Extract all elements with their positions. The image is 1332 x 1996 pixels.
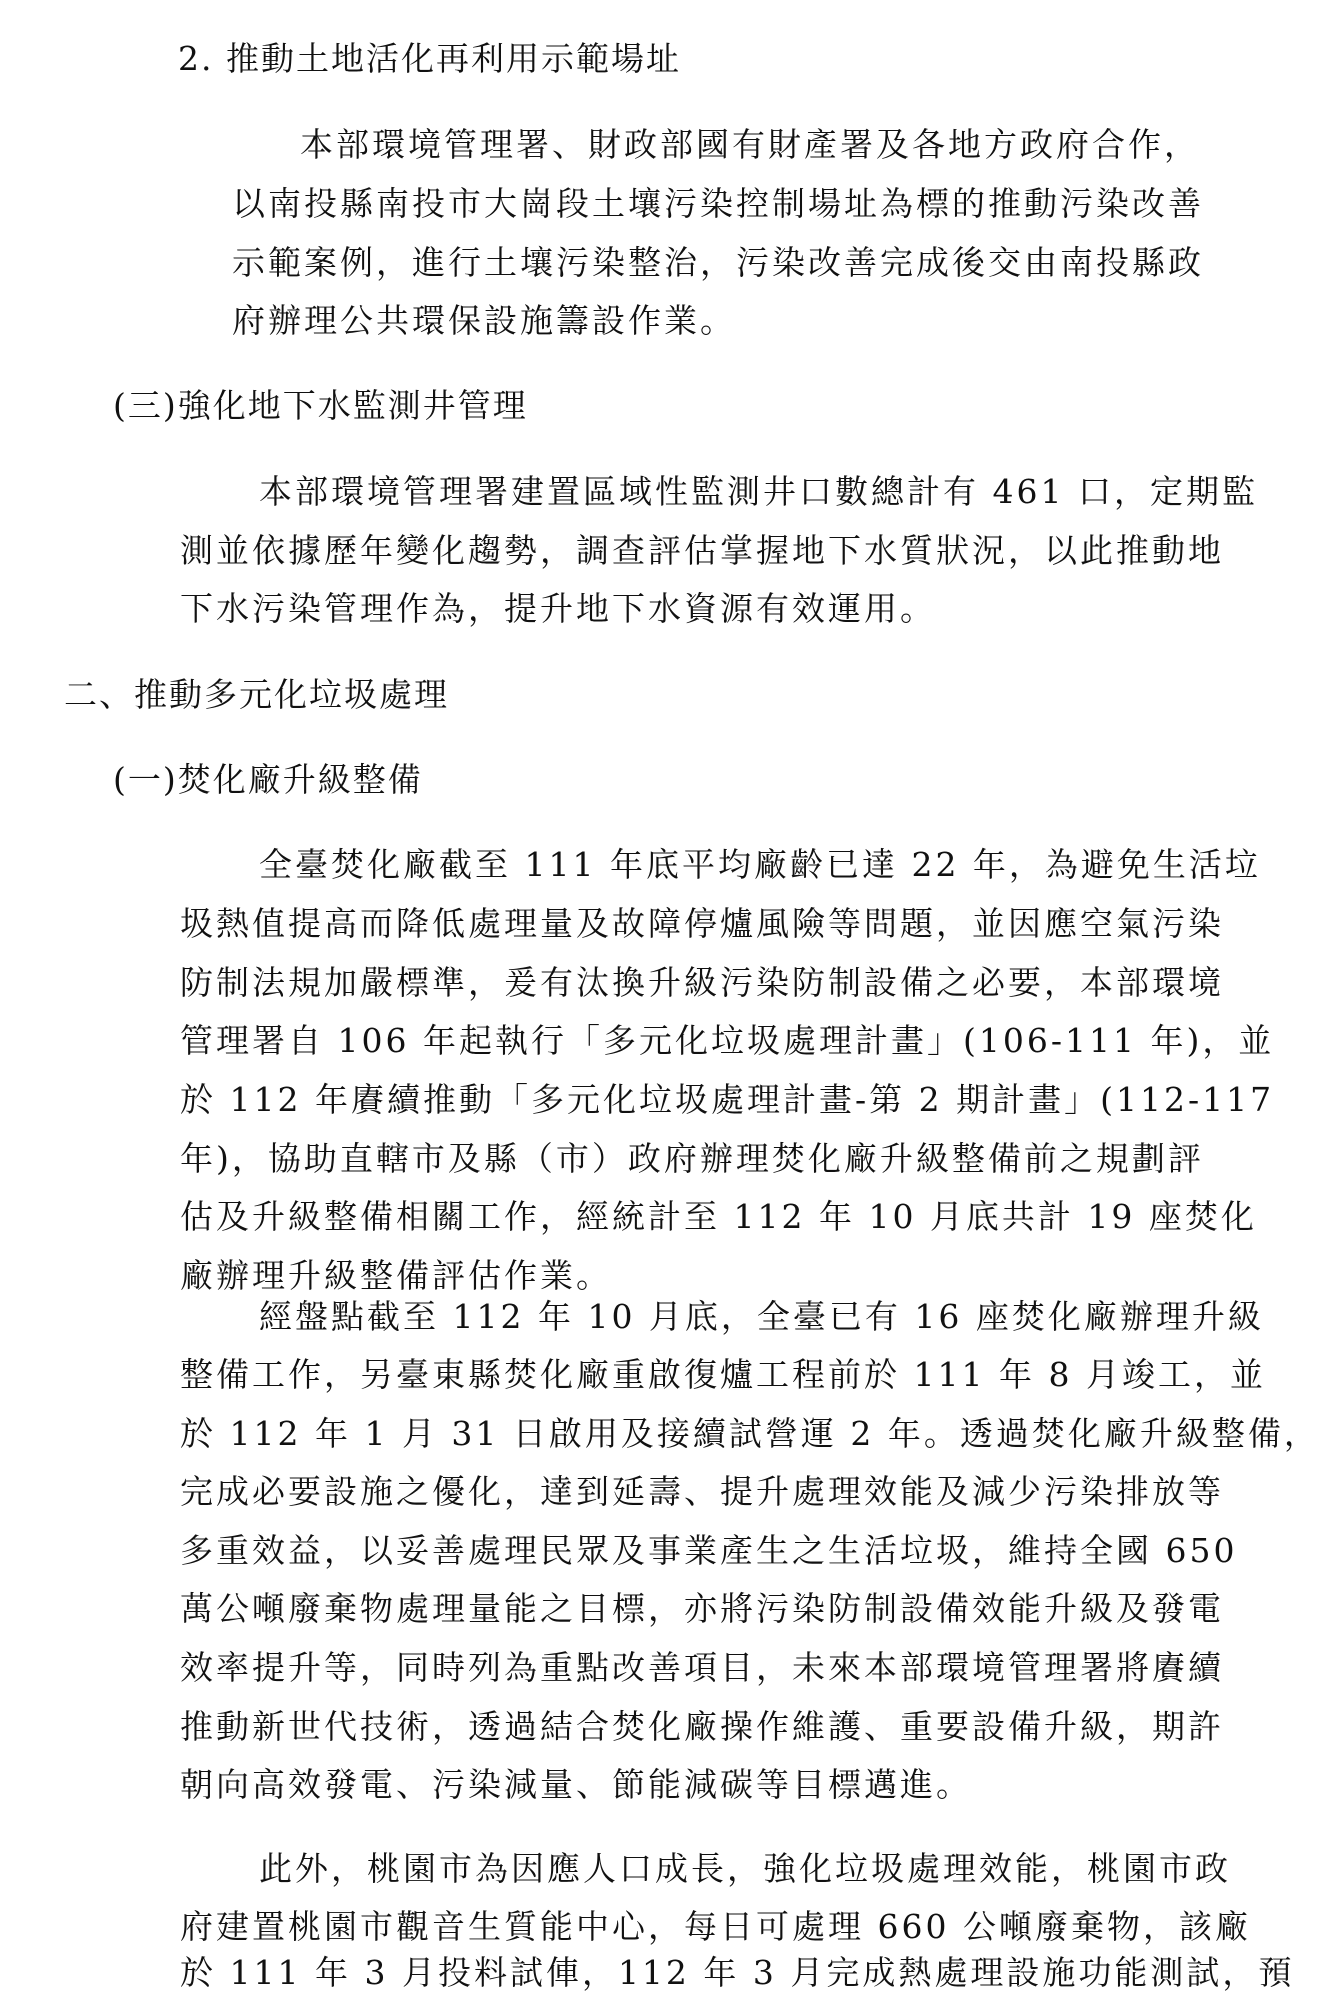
paragraph-1-line: 圾熱值提高而降低處理量及故障停爐風險等問題，並因應空氣污染 (180, 904, 1224, 943)
paragraph-2-line: 效率提升等，同時列為重點改善項目，未來本部環境管理署將賡續 (180, 1648, 1224, 1687)
paragraph-2-line: 經盤點截至 112 年 10 月底，全臺已有 16 座焚化廠辦理升級 (259, 1297, 1264, 1336)
paragraph-2-line: 萬公噸廢棄物處理量能之目標，亦將污染防制設備效能升級及發電 (180, 1589, 1224, 1628)
paragraph-2-line: 整備工作，另臺東縣焚化廠重啟復爐工程前於 111 年 8 月竣工，並 (180, 1355, 1266, 1394)
paragraph-2-line: 多重效益，以妥善處理民眾及事業產生之生活垃圾，維持全國 650 (180, 1531, 1238, 1570)
paragraph-2-line: 朝向高效發電、污染減量、節能減碳等目標邁進。 (180, 1765, 972, 1804)
paragraph-1-line: 防制法規加嚴標準，爰有汰換升級污染防制設備之必要，本部環境 (180, 963, 1224, 1002)
subsection-1-heading: (一)焚化廠升級整備 (113, 760, 423, 799)
paragraph-3-line: 此外，桃園市為因應人口成長，強化垃圾處理效能，桃園市政 (259, 1849, 1231, 1888)
section-2-line: 本部環境管理署、財政部國有財產署及各地方政府合作， (300, 125, 1200, 164)
section-3-line: 本部環境管理署建置區域性監測井口數總計有 461 口，定期監 (259, 472, 1258, 511)
section-3-line: 測並依據歷年變化趨勢，調查評估掌握地下水質狀況，以此推動地 (180, 531, 1224, 570)
paragraph-1-line: 管理署自 106 年起執行「多元化垃圾處理計畫」(106-111 年)，並 (180, 1021, 1275, 1060)
paragraph-1-line: 年)，協助直轄市及縣（市）政府辦理焚化廠升級整備前之規劃評 (180, 1139, 1204, 1178)
chapter-2-heading: 二、推動多元化垃圾處理 (64, 675, 449, 714)
paragraph-1-line: 全臺焚化廠截至 111 年底平均廠齡已達 22 年，為避免生活垃 (259, 845, 1261, 884)
paragraph-1-line: 於 112 年賡續推動「多元化垃圾處理計畫-第 2 期計畫」(112-117 (180, 1080, 1275, 1119)
paragraph-3-line: 府建置桃園市觀音生質能中心，每日可處理 660 公噸廢棄物，該廠 (180, 1907, 1251, 1946)
paragraph-1-line: 估及升級整備相關工作，經統計至 112 年 10 月底共計 19 座焚化 (180, 1197, 1257, 1236)
section-3-line: 下水污染管理作為，提升地下水資源有效運用。 (180, 589, 936, 628)
paragraph-2-line: 於 112 年 1 月 31 日啟用及接續試營運 2 年。透過焚化廠升級整備， (180, 1414, 1320, 1453)
section-2-line: 府辦理公共環保設施籌設作業。 (232, 301, 736, 340)
section-3-heading: (三)強化地下水監測井管理 (113, 386, 528, 425)
section-2-heading: 2. 推動土地活化再利用示範場址 (178, 39, 681, 78)
paragraph-2-line: 完成必要設施之優化，達到延壽、提升處理效能及減少污染排放等 (180, 1472, 1224, 1511)
paragraph-1-line: 廠辦理升級整備評估作業。 (180, 1256, 612, 1295)
section-2-line: 以南投縣南投市大崗段土壤污染控制場址為標的推動污染改善 (232, 184, 1204, 223)
paragraph-2-line: 推動新世代技術，透過結合焚化廠操作維護、重要設備升級，期許 (180, 1707, 1224, 1746)
section-2-line: 示範案例，進行土壤污染整治，污染改善完成後交由南投縣政 (232, 243, 1204, 282)
paragraph-3-line: 於 111 年 3 月投料試俥，112 年 3 月完成熱處理設施功能測試，預 (180, 1953, 1295, 1992)
